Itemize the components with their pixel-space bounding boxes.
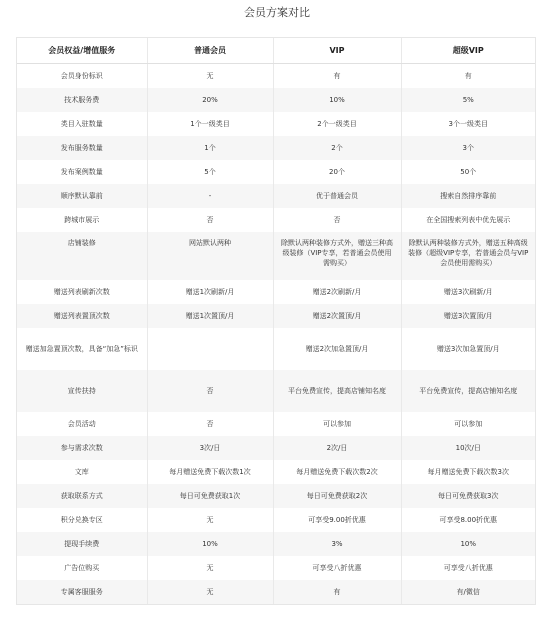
table-row <box>17 304 535 328</box>
table-row <box>17 88 535 112</box>
membership-comparison-table <box>17 38 535 604</box>
regular-member-cell: 10% <box>147 532 273 556</box>
vip-cell: 20个 <box>273 160 401 184</box>
super-vip-cell: 50个 <box>401 160 535 184</box>
vip-cell: 赠送2次置顶/月 <box>273 304 401 328</box>
regular-member-cell: 每月赠送免费下载次数1次 <box>147 460 273 484</box>
table-row <box>17 160 535 184</box>
vip-cell: 每日可免费获取2次 <box>273 484 401 508</box>
regular-member-cell: 无 <box>147 508 273 532</box>
regular-member-cell: 无 <box>147 64 273 89</box>
vip-cell: 每月赠送免费下载次数2次 <box>273 460 401 484</box>
super-vip-cell: 每日可免费获取3次 <box>401 484 535 508</box>
table-row <box>17 112 535 136</box>
super-vip-cell: 赠送3次加急置顶/月 <box>401 328 535 370</box>
vip-cell: 平台免费宣传，提高店铺知名度 <box>273 370 401 412</box>
benefit-name-cell: 文库 <box>17 460 147 484</box>
regular-member-cell: 否 <box>147 208 273 232</box>
super-vip-cell: 3个一级类目 <box>401 112 535 136</box>
vip-cell: 否 <box>273 208 401 232</box>
vip-cell: 除默认两种装修方式外，赠送三种高级装修（VIP专享，若普通会员使用需购买） <box>273 232 401 280</box>
benefit-name-cell: 会员活动 <box>17 412 147 436</box>
regular-member-cell: 网站默认两种 <box>147 232 273 280</box>
vip-cell: 2次/日 <box>273 436 401 460</box>
header-benefits: 会员权益/增值服务 <box>17 38 147 64</box>
comparison-table-frame <box>16 37 536 605</box>
super-vip-cell: 有 <box>401 64 535 89</box>
benefit-name-cell: 赠送列表刷新次数 <box>17 280 147 304</box>
benefit-name-cell: 类目入驻数量 <box>17 112 147 136</box>
benefit-name-cell: 提现手续费 <box>17 532 147 556</box>
super-vip-cell: 搜索自然排序靠前 <box>401 184 535 208</box>
table-row <box>17 208 535 232</box>
table-row <box>17 370 535 412</box>
super-vip-cell: 在全国搜索列表中优先展示 <box>401 208 535 232</box>
vip-cell: 可享受9.00折优惠 <box>273 508 401 532</box>
benefit-name-cell: 跨城市展示 <box>17 208 147 232</box>
table-row <box>17 328 535 370</box>
table-row <box>17 136 535 160</box>
super-vip-cell: 有/微信 <box>401 580 535 604</box>
header-vip: VIP <box>273 38 401 64</box>
benefit-name-cell: 赠送列表置顶次数 <box>17 304 147 328</box>
regular-member-cell: 每日可免费获取1次 <box>147 484 273 508</box>
regular-member-cell: 5个 <box>147 160 273 184</box>
benefit-name-cell: 店铺装修 <box>17 232 147 280</box>
super-vip-cell: 10次/日 <box>401 436 535 460</box>
vip-cell: 10% <box>273 88 401 112</box>
table-body <box>17 64 535 605</box>
super-vip-cell: 赠送3次刷新/月 <box>401 280 535 304</box>
table-row <box>17 232 535 280</box>
table-row <box>17 532 535 556</box>
table-header-row <box>17 38 535 64</box>
benefit-name-cell: 宣传扶持 <box>17 370 147 412</box>
regular-member-cell: 1个一级类目 <box>147 112 273 136</box>
regular-member-cell: 无 <box>147 556 273 580</box>
header-super-vip: 超级VIP <box>401 38 535 64</box>
vip-cell: 3% <box>273 532 401 556</box>
vip-cell: 赠送2次刷新/月 <box>273 280 401 304</box>
header-regular-member: 普通会员 <box>147 38 273 64</box>
benefit-name-cell: 技术服务费 <box>17 88 147 112</box>
vip-cell: 可以参加 <box>273 412 401 436</box>
regular-member-cell: 20% <box>147 88 273 112</box>
benefit-name-cell: 积分兑换专区 <box>17 508 147 532</box>
benefit-name-cell: 顺序默认靠前 <box>17 184 147 208</box>
vip-cell: 有 <box>273 580 401 604</box>
regular-member-cell: - <box>147 184 273 208</box>
super-vip-cell: 每月赠送免费下载次数3次 <box>401 460 535 484</box>
table-row <box>17 64 535 89</box>
vip-cell: 可享受八折优惠 <box>273 556 401 580</box>
table-row <box>17 184 535 208</box>
super-vip-cell: 10% <box>401 532 535 556</box>
table-row <box>17 508 535 532</box>
benefit-name-cell: 发布案例数量 <box>17 160 147 184</box>
super-vip-cell: 5% <box>401 88 535 112</box>
benefit-name-cell: 赠送加急置顶次数，具备“加急”标识 <box>17 328 147 370</box>
super-vip-cell: 除默认两种装修方式外，赠送五种高级装修（超级VIP专享，若普通会员与VIP会员使用需购买） <box>401 232 535 280</box>
vip-cell: 赠送2次加急置顶/月 <box>273 328 401 370</box>
table-row <box>17 280 535 304</box>
benefit-name-cell: 会员身份标识 <box>17 64 147 89</box>
table-row <box>17 460 535 484</box>
regular-member-cell: 否 <box>147 412 273 436</box>
regular-member-cell: 否 <box>147 370 273 412</box>
page-title: 会员方案对比 <box>244 6 310 19</box>
regular-member-cell: 无 <box>147 580 273 604</box>
benefit-name-cell: 参与需求次数 <box>17 436 147 460</box>
table-row <box>17 436 535 460</box>
super-vip-cell: 赠送3次置顶/月 <box>401 304 535 328</box>
table-row <box>17 580 535 604</box>
table-row <box>17 484 535 508</box>
super-vip-cell: 平台免费宣传，提高店铺知名度 <box>401 370 535 412</box>
super-vip-cell: 3个 <box>401 136 535 160</box>
vip-cell: 2个一级类目 <box>273 112 401 136</box>
vip-cell: 2个 <box>273 136 401 160</box>
benefit-name-cell: 获取联系方式 <box>17 484 147 508</box>
super-vip-cell: 可享受8.00折优惠 <box>401 508 535 532</box>
super-vip-cell: 可享受八折优惠 <box>401 556 535 580</box>
table-row <box>17 412 535 436</box>
super-vip-cell: 可以参加 <box>401 412 535 436</box>
regular-member-cell: 赠送1次置顶/月 <box>147 304 273 328</box>
vip-cell: 优于普通会员 <box>273 184 401 208</box>
benefit-name-cell: 广告位购买 <box>17 556 147 580</box>
regular-member-cell: 赠送1次刷新/月 <box>147 280 273 304</box>
vip-cell: 有 <box>273 64 401 89</box>
regular-member-cell: 1个 <box>147 136 273 160</box>
regular-member-cell: 3次/日 <box>147 436 273 460</box>
regular-member-cell <box>147 328 273 370</box>
benefit-name-cell: 专属客服服务 <box>17 580 147 604</box>
table-row <box>17 556 535 580</box>
benefit-name-cell: 发布服务数量 <box>17 136 147 160</box>
